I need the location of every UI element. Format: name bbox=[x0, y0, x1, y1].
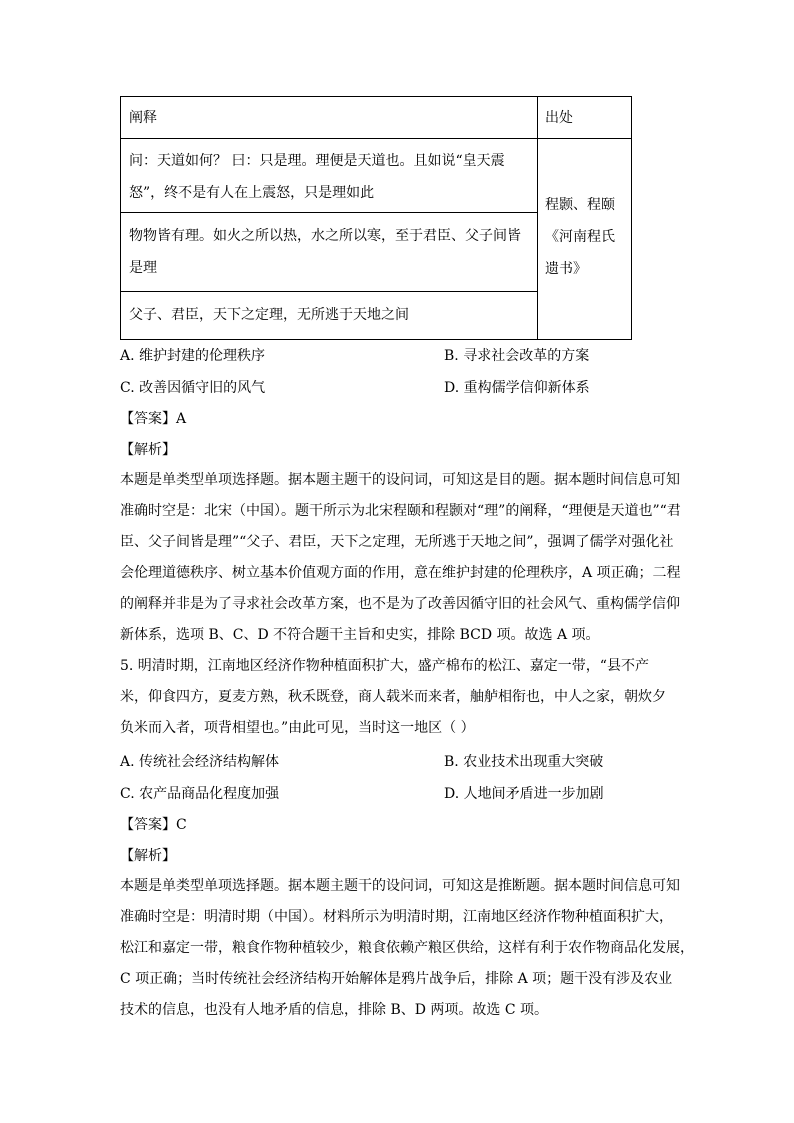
table-divider-header bbox=[121, 138, 631, 139]
table-header-source: 出处 bbox=[545, 110, 573, 126]
table-divider-vertical bbox=[537, 97, 538, 339]
q5-option-a: A. 传统社会经济结构解体 bbox=[120, 754, 280, 770]
table-row-1-line: 怒”，终不是有人在上震怒，只是理如此 bbox=[129, 185, 375, 201]
source-line: 《河南程氏 bbox=[545, 229, 615, 245]
table-row-1-line: 问：天道如何？ 曰：只是理。理便是天道也。且如说“皇天震 bbox=[129, 153, 505, 169]
analysis-line: 本题是单类型单项选择题。据本题主题干的设问词，可知这是推断题。据本题时间信息可知 bbox=[120, 878, 680, 894]
q4-option-d: D. 重构儒学信仰新体系 bbox=[444, 380, 590, 396]
q5-option-b: B. 农业技术出现重大突破 bbox=[444, 754, 604, 770]
table-row-2 bbox=[129, 220, 529, 284]
q5-stem bbox=[120, 651, 666, 744]
table-header-explanation: 阐释 bbox=[129, 110, 157, 126]
quote-table bbox=[120, 96, 632, 340]
source-line: 程颢、程颐 bbox=[545, 197, 615, 213]
analysis-line: 本题是单类型单项选择题。据本题主题干的设问词，可知这是目的题。据本题时间信息可知 bbox=[120, 472, 680, 488]
table-row-2-line: 物物皆有理。如火之所以热，水之所以寒，至于君臣、父子间皆 bbox=[129, 228, 521, 244]
analysis-line: 准确时空是：明清时期（中国）。材料所示为明清时期，江南地区经济作物种植面积扩大， bbox=[120, 909, 673, 925]
q4-answer: 【答案】A bbox=[120, 411, 187, 427]
table-row-3-line: 父子、君臣，天下之定理，无所逃于天地之间 bbox=[129, 307, 409, 323]
table-divider-row1 bbox=[121, 212, 537, 213]
table-row-2-line: 是理 bbox=[129, 260, 157, 276]
analysis-line: 松江和嘉定一带，粮食作物种植较少，粮食依赖产粮区供给，这样有利于农作物商品化发展， bbox=[120, 940, 694, 956]
q4-option-a: A. 维护封建的伦理秩序 bbox=[120, 348, 266, 364]
source-line: 遗书》 bbox=[545, 261, 587, 277]
q4-option-c: C. 改善因循守旧的风气 bbox=[120, 380, 266, 396]
stem-line: 米，仰食四方，夏麦方熟，秋禾既登，商人载米而来者，舳舻相衔也，中人之家，朝炊夕 bbox=[120, 689, 666, 705]
table-row-3 bbox=[129, 299, 529, 331]
analysis-line: 准确时空是：北宋（中国）。题干所示为北宋程颐和程颢对“理”的阐释，“理便是天道也”“君 bbox=[120, 503, 681, 519]
q5-answer: 【答案】C bbox=[120, 817, 187, 833]
analysis-line: 新体系，选项 B、C、D 不符合题干主旨和史实，排除 BCD 项。故选 A 项。 bbox=[120, 627, 600, 643]
stem-line: 负米而入者，项背相望也。”由此可见，当时这一地区（ ） bbox=[120, 720, 475, 736]
q5-option-c: C. 农产品商品化程度加强 bbox=[120, 786, 280, 802]
analysis-line: 会伦理道德秩序、树立基本价值观方面的作用，意在维护封建的伦理秩序，A 项正确；二程 bbox=[120, 565, 681, 581]
analysis-line: 的阐释并非是为了寻求社会改革方案，也不是为了改善因循守旧的社会风气、重构儒学信仰 bbox=[120, 596, 680, 612]
analysis-line: 技术的信息，也没有人地矛盾的信息，排除 B、D 两项。故选 C 项。 bbox=[120, 1002, 549, 1018]
q4-analysis bbox=[120, 465, 681, 651]
table-source-cell bbox=[545, 189, 627, 285]
stem-line: 5. 明清时期，江南地区经济作物种植面积扩大，盛产棉布的松江、嘉定一带，“县不产 bbox=[120, 658, 649, 674]
q4-analysis-label: 【解析】 bbox=[120, 442, 176, 458]
analysis-line: 臣、父子间皆是理”“父子、君臣，天下之定理，无所逃于天地之间”，强调了儒学对强化社 bbox=[120, 534, 674, 550]
table-divider-row2 bbox=[121, 291, 537, 292]
q5-analysis bbox=[120, 871, 694, 1026]
table-row-1 bbox=[129, 145, 529, 209]
q5-option-d: D. 人地间矛盾进一步加剧 bbox=[444, 786, 604, 802]
analysis-line: C 项正确；当时传统社会经济结构开始解体是鸦片战争后，排除 A 项；题干没有涉及农业 bbox=[120, 971, 673, 987]
q5-analysis-label: 【解析】 bbox=[120, 848, 176, 864]
q4-option-b: B. 寻求社会改革的方案 bbox=[444, 348, 590, 364]
